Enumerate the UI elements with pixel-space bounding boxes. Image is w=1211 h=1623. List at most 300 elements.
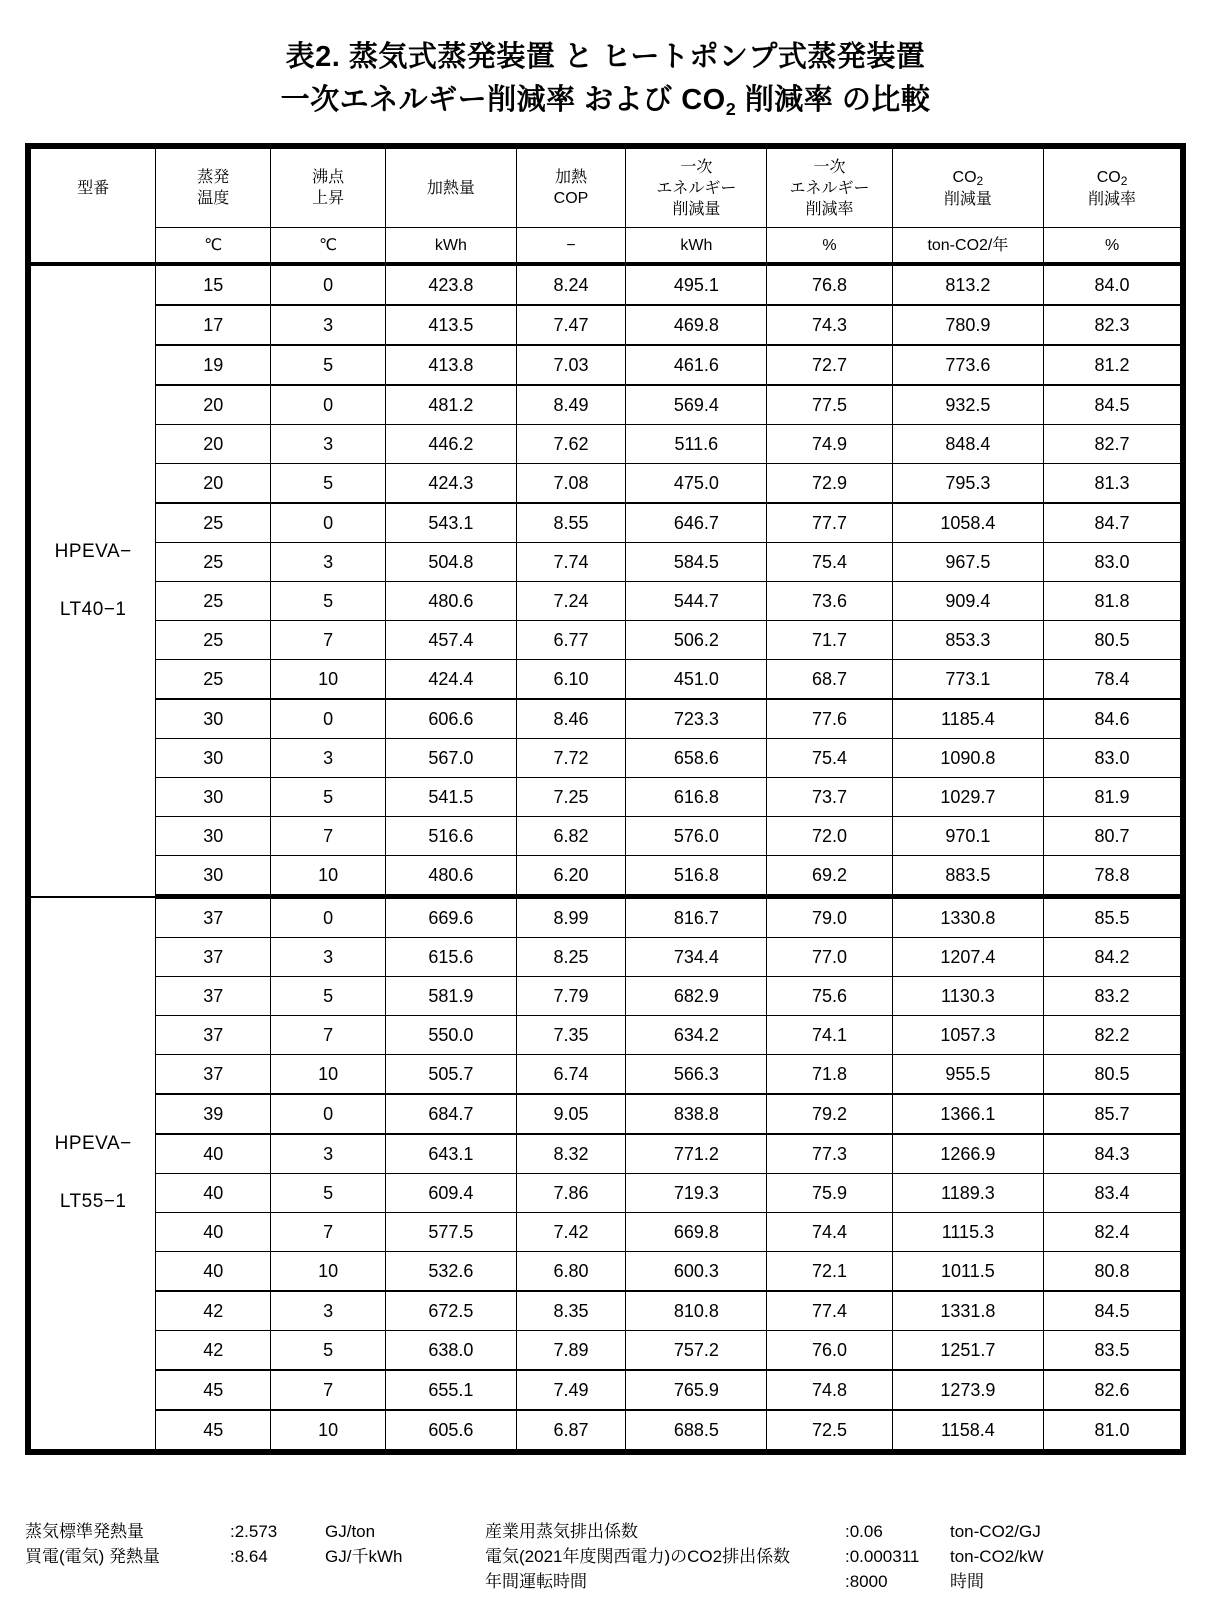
table-row [31,425,1181,464]
cell-evap-temp: 30 [156,739,271,778]
cell-heat-amount: 672.5 [386,1291,517,1331]
column-header-model [31,149,156,228]
table-row [31,1252,1181,1292]
cell-bpr: 5 [271,977,386,1016]
cell-co2-reduction-rate: 83.0 [1044,543,1181,582]
cell-pe-reduction-rate: 77.3 [767,1134,892,1174]
column-header-pe-reduction-rate-l3: 削減率 [805,200,854,218]
table-row [31,739,1181,778]
column-header-pe-reduction-amount-l2: エネルギー [656,179,737,197]
cell-co2-reduction-rate: 80.5 [1044,1055,1181,1095]
cell-heating-cop: 6.77 [516,621,626,660]
cell-pe-reduction-rate: 79.2 [767,1094,892,1134]
cell-co2-reduction-amount: 883.5 [892,856,1043,897]
cell-pe-reduction-amount: 461.6 [626,345,767,385]
cell-co2-reduction-rate: 83.2 [1044,977,1181,1016]
cell-pe-reduction-amount: 469.8 [626,305,767,345]
cell-heat-amount: 543.1 [386,503,517,543]
cell-bpr: 0 [271,385,386,425]
cell-pe-reduction-rate: 76.0 [767,1331,892,1371]
cell-heat-amount: 504.8 [386,543,517,582]
cell-model-name [31,264,156,897]
cell-pe-reduction-amount: 682.9 [626,977,767,1016]
cell-heating-cop: 7.42 [516,1213,626,1252]
cell-evap-temp: 20 [156,425,271,464]
table-row [31,1331,1181,1371]
cell-co2-reduction-amount: 1251.7 [892,1331,1043,1371]
cell-evap-temp: 30 [156,778,271,817]
table-row [31,543,1181,582]
cell-heating-cop: 7.49 [516,1370,626,1410]
cell-bpr: 10 [271,1410,386,1450]
footnote-unit: GJ/千kWh [325,1547,403,1566]
column-header-co2-reduction-amount-l1 [893,167,1043,189]
cell-pe-reduction-rate: 72.1 [767,1252,892,1292]
cell-co2-reduction-rate: 83.4 [1044,1174,1181,1213]
cell-evap-temp: 19 [156,345,271,385]
table-row [31,1055,1181,1095]
cell-co2-reduction-amount: 967.5 [892,543,1043,582]
cell-evap-temp: 25 [156,503,271,543]
table-row [31,1410,1181,1450]
cell-pe-reduction-rate: 77.6 [767,699,892,739]
table-row [31,345,1181,385]
column-unit-co2-reduction-rate: % [1044,228,1181,265]
cell-bpr: 5 [271,1331,386,1371]
cell-heat-amount: 605.6 [386,1410,517,1450]
cell-bpr: 0 [271,699,386,739]
cell-evap-temp: 39 [156,1094,271,1134]
cell-bpr: 10 [271,856,386,897]
table-row [31,621,1181,660]
cell-pe-reduction-rate: 73.7 [767,778,892,817]
footnote-label: 産業用蒸気排出係数 [485,1522,638,1541]
cell-co2-reduction-rate: 81.0 [1044,1410,1181,1450]
cell-evap-temp: 20 [156,464,271,504]
footnote-unit: 時間 [950,1572,984,1591]
cell-pe-reduction-rate: 71.7 [767,621,892,660]
cell-co2-reduction-amount: 853.3 [892,621,1043,660]
cell-co2-reduction-amount: 1011.5 [892,1252,1043,1292]
table-row [31,385,1181,425]
footnotes [25,1519,1185,1594]
cell-co2-reduction-amount: 970.1 [892,817,1043,856]
footnote-label: 買電(電気) 発熱量 [25,1547,161,1566]
cell-bpr: 5 [271,345,386,385]
cell-bpr: 7 [271,817,386,856]
cell-co2-reduction-rate: 85.7 [1044,1094,1181,1134]
table-row [31,1291,1181,1331]
table-row [31,1370,1181,1410]
model-name-line-2: LT40−1 [59,598,127,620]
cell-heating-cop: 7.79 [516,977,626,1016]
cell-pe-reduction-amount: 688.5 [626,1410,767,1450]
cell-pe-reduction-rate: 72.5 [767,1410,892,1450]
cell-co2-reduction-amount: 1185.4 [892,699,1043,739]
cell-heat-amount: 413.5 [386,305,517,345]
cell-bpr: 0 [271,1094,386,1134]
cell-evap-temp: 45 [156,1370,271,1410]
cell-pe-reduction-amount: 475.0 [626,464,767,504]
cell-heat-amount: 581.9 [386,977,517,1016]
cell-heat-amount: 550.0 [386,1016,517,1055]
cell-heating-cop: 7.86 [516,1174,626,1213]
cell-pe-reduction-amount: 810.8 [626,1291,767,1331]
cell-pe-reduction-amount: 566.3 [626,1055,767,1095]
cell-heat-amount: 480.6 [386,582,517,621]
cell-co2-reduction-rate: 81.8 [1044,582,1181,621]
cell-heat-amount: 643.1 [386,1134,517,1174]
cell-evap-temp: 40 [156,1134,271,1174]
cell-co2-reduction-amount: 1207.4 [892,938,1043,977]
column-header-evap-temp [156,149,271,228]
cell-heat-amount: 567.0 [386,739,517,778]
cell-evap-temp: 30 [156,856,271,897]
cell-pe-reduction-amount: 544.7 [626,582,767,621]
column-header-co2-reduction-rate-l2: 削減率 [1088,190,1137,208]
cell-co2-reduction-rate: 81.9 [1044,778,1181,817]
cell-pe-reduction-rate: 72.0 [767,817,892,856]
cell-co2-reduction-amount: 773.6 [892,345,1043,385]
cell-heat-amount: 480.6 [386,856,517,897]
cell-bpr: 3 [271,1291,386,1331]
column-header-evap-temp-l2: 温度 [197,190,230,207]
cell-evap-temp: 20 [156,385,271,425]
cell-pe-reduction-amount: 495.1 [626,264,767,305]
cell-evap-temp: 17 [156,305,271,345]
cell-heat-amount: 532.6 [386,1252,517,1292]
cell-co2-reduction-amount: 1130.3 [892,977,1043,1016]
header-row-units [31,228,1181,265]
cell-heat-amount: 481.2 [386,385,517,425]
cell-co2-reduction-rate: 84.2 [1044,938,1181,977]
cell-evap-temp: 40 [156,1252,271,1292]
cell-heating-cop: 6.74 [516,1055,626,1095]
footnote-label: 電気(2021年度関西電力)のCO2排出係数 [485,1547,791,1566]
cell-pe-reduction-amount: 511.6 [626,425,767,464]
cell-pe-reduction-amount: 616.8 [626,778,767,817]
column-unit-model [31,228,156,265]
cell-pe-reduction-amount: 600.3 [626,1252,767,1292]
cell-co2-reduction-amount: 1331.8 [892,1291,1043,1331]
cell-evap-temp: 37 [156,1016,271,1055]
cell-pe-reduction-amount: 516.8 [626,856,767,897]
title-line-2 [0,79,1211,125]
co2-subscript: 2 [976,173,984,188]
cell-co2-reduction-amount: 1029.7 [892,778,1043,817]
header-row-names [31,149,1181,228]
model-name-line-2: LT55−1 [59,1191,127,1213]
cell-evap-temp: 42 [156,1331,271,1371]
cell-evap-temp: 25 [156,543,271,582]
cell-heating-cop: 7.47 [516,305,626,345]
cell-pe-reduction-rate: 68.7 [767,660,892,700]
cell-co2-reduction-amount: 932.5 [892,385,1043,425]
footnote-row [485,1569,1185,1594]
footnotes-left-column [25,1519,485,1594]
cell-heat-amount: 516.6 [386,817,517,856]
cell-co2-reduction-amount: 1273.9 [892,1370,1043,1410]
model-name-line-1: HPEVA− [54,540,132,562]
cell-heating-cop: 6.20 [516,856,626,897]
table-row [31,938,1181,977]
cell-pe-reduction-rate: 75.6 [767,977,892,1016]
cell-bpr: 3 [271,938,386,977]
cell-co2-reduction-amount: 1330.8 [892,897,1043,938]
footnote-row [25,1519,485,1544]
cell-heat-amount: 424.3 [386,464,517,504]
cell-evap-temp: 40 [156,1213,271,1252]
footnote-unit: ton-CO2/GJ [950,1522,1041,1541]
column-header-co2-reduction-rate-l1 [1044,167,1180,189]
cell-heat-amount: 638.0 [386,1331,517,1371]
cell-pe-reduction-rate: 79.0 [767,897,892,938]
cell-co2-reduction-rate: 81.3 [1044,464,1181,504]
table-row [31,778,1181,817]
cell-pe-reduction-amount: 757.2 [626,1331,767,1371]
cell-pe-reduction-amount: 634.2 [626,1016,767,1055]
footnote-row [485,1544,1185,1569]
cell-co2-reduction-amount: 1058.4 [892,503,1043,543]
cell-pe-reduction-rate: 74.1 [767,1016,892,1055]
cell-pe-reduction-amount: 669.8 [626,1213,767,1252]
table-row [31,1134,1181,1174]
column-header-pe-reduction-amount-l3: 削減量 [672,200,721,218]
cell-co2-reduction-amount: 955.5 [892,1055,1043,1095]
comparison-table [30,148,1181,1450]
cell-evap-temp: 30 [156,817,271,856]
cell-heating-cop: 7.72 [516,739,626,778]
cell-pe-reduction-amount: 451.0 [626,660,767,700]
cell-heat-amount: 446.2 [386,425,517,464]
footnote-row [485,1519,1185,1544]
cell-heat-amount: 684.7 [386,1094,517,1134]
footnote-row [25,1544,485,1569]
cell-heating-cop: 7.89 [516,1331,626,1371]
column-header-evap-temp-l1: 蒸発 [197,169,230,186]
cell-co2-reduction-rate: 82.7 [1044,425,1181,464]
footnotes-right-column [485,1519,1185,1594]
cell-heating-cop: 6.87 [516,1410,626,1450]
cell-bpr: 10 [271,660,386,700]
cell-heating-cop: 6.10 [516,660,626,700]
column-header-heat-amount-l1: 加熱量 [426,179,475,197]
cell-bpr: 7 [271,621,386,660]
cell-pe-reduction-amount: 658.6 [626,739,767,778]
cell-co2-reduction-amount: 1266.9 [892,1134,1043,1174]
footnote-value: :8000 [845,1572,888,1591]
cell-heating-cop: 8.24 [516,264,626,305]
cell-heating-cop: 7.08 [516,464,626,504]
cell-pe-reduction-amount: 734.4 [626,938,767,977]
cell-evap-temp: 42 [156,1291,271,1331]
cell-heating-cop: 8.46 [516,699,626,739]
column-unit-heat-amount: kWh [386,228,517,265]
cell-co2-reduction-amount: 909.4 [892,582,1043,621]
cell-bpr: 3 [271,1134,386,1174]
cell-heating-cop: 6.82 [516,817,626,856]
cell-co2-reduction-rate: 84.7 [1044,503,1181,543]
column-header-pe-reduction-amount [626,149,767,228]
cell-bpr: 7 [271,1370,386,1410]
cell-co2-reduction-amount: 773.1 [892,660,1043,700]
footnote-value: :8.64 [230,1547,268,1566]
table-row [31,817,1181,856]
column-header-heat-amount [386,149,517,228]
cell-co2-reduction-rate: 80.8 [1044,1252,1181,1292]
table-row [31,1016,1181,1055]
footnote-label: 年間運転時間 [485,1572,587,1591]
cell-co2-reduction-rate: 84.0 [1044,264,1181,305]
cell-bpr: 10 [271,1252,386,1292]
cell-pe-reduction-rate: 72.9 [767,464,892,504]
cell-pe-reduction-rate: 77.7 [767,503,892,543]
cell-co2-reduction-rate: 80.7 [1044,817,1181,856]
cell-pe-reduction-amount: 569.4 [626,385,767,425]
table-row [31,699,1181,739]
comparison-table-wrapper [25,143,1186,1455]
table-row [31,305,1181,345]
cell-heat-amount: 423.8 [386,264,517,305]
cell-bpr: 3 [271,543,386,582]
title-line-2-after: 削減率 の比較 [736,84,931,116]
table-row [31,1094,1181,1134]
cell-bpr: 7 [271,1016,386,1055]
cell-co2-reduction-rate: 81.2 [1044,345,1181,385]
cell-heat-amount: 669.6 [386,897,517,938]
column-unit-bpr: ℃ [271,228,386,265]
column-header-co2-reduction-amount [892,149,1043,228]
cell-pe-reduction-rate: 75.4 [767,543,892,582]
cell-heating-cop: 8.32 [516,1134,626,1174]
cell-pe-reduction-rate: 73.6 [767,582,892,621]
cell-pe-reduction-amount: 576.0 [626,817,767,856]
table-row [31,264,1181,305]
column-unit-pe-reduction-rate: % [767,228,892,265]
cell-evap-temp: 30 [156,699,271,739]
cell-evap-temp: 45 [156,1410,271,1450]
cell-bpr: 10 [271,1055,386,1095]
cell-co2-reduction-rate: 85.5 [1044,897,1181,938]
cell-bpr: 0 [271,503,386,543]
column-header-co2-reduction-amount-l2: 削減量 [943,190,992,208]
cell-co2-reduction-amount: 1189.3 [892,1174,1043,1213]
cell-heat-amount: 541.5 [386,778,517,817]
cell-pe-reduction-amount: 719.3 [626,1174,767,1213]
cell-bpr: 7 [271,1213,386,1252]
cell-evap-temp: 37 [156,1055,271,1095]
cell-heating-cop: 8.99 [516,897,626,938]
cell-pe-reduction-rate: 74.3 [767,305,892,345]
footnote-label: 蒸気標準発熱量 [25,1522,144,1541]
cell-heating-cop: 7.62 [516,425,626,464]
cell-co2-reduction-amount: 813.2 [892,264,1043,305]
table-row [31,660,1181,700]
cell-heat-amount: 655.1 [386,1370,517,1410]
footnote-value: :2.573 [230,1522,278,1541]
cell-pe-reduction-amount: 765.9 [626,1370,767,1410]
column-header-pe-reduction-amount-l1: 一次 [680,158,713,176]
cell-evap-temp: 37 [156,897,271,938]
column-header-co2-reduction-rate [1044,149,1181,228]
cell-co2-reduction-rate: 83.0 [1044,739,1181,778]
cell-heat-amount: 609.4 [386,1174,517,1213]
cell-evap-temp: 25 [156,582,271,621]
cell-co2-reduction-rate: 82.2 [1044,1016,1181,1055]
table-row [31,503,1181,543]
co2-text: CO [1096,168,1121,186]
column-header-bpr-l1: 沸点 [312,169,345,186]
cell-pe-reduction-rate: 75.4 [767,739,892,778]
cell-pe-reduction-amount: 584.5 [626,543,767,582]
cell-co2-reduction-amount: 780.9 [892,305,1043,345]
table-header [31,149,1181,265]
cell-co2-reduction-amount: 1057.3 [892,1016,1043,1055]
co2-subscript: 2 [1120,173,1128,188]
table-row [31,977,1181,1016]
cell-heating-cop: 7.24 [516,582,626,621]
cell-pe-reduction-rate: 69.2 [767,856,892,897]
cell-heating-cop: 8.35 [516,1291,626,1331]
cell-pe-reduction-amount: 838.8 [626,1094,767,1134]
column-unit-co2-reduction-amount: ton-CO2/年 [892,228,1043,265]
title-co2-subscript: 2 [725,99,737,119]
cell-co2-reduction-rate: 80.5 [1044,621,1181,660]
cell-heating-cop: 8.25 [516,938,626,977]
cell-pe-reduction-rate: 77.4 [767,1291,892,1331]
table-row [31,464,1181,504]
cell-co2-reduction-amount: 848.4 [892,425,1043,464]
table-row [31,856,1181,897]
cell-bpr: 5 [271,1174,386,1213]
cell-co2-reduction-rate: 78.8 [1044,856,1181,897]
cell-heating-cop: 8.55 [516,503,626,543]
column-header-pe-reduction-rate-l1: 一次 [813,158,846,176]
cell-heating-cop: 6.80 [516,1252,626,1292]
cell-pe-reduction-rate: 77.5 [767,385,892,425]
cell-pe-reduction-amount: 646.7 [626,503,767,543]
cell-bpr: 3 [271,739,386,778]
cell-heat-amount: 615.6 [386,938,517,977]
cell-pe-reduction-rate: 76.8 [767,264,892,305]
column-header-bpr-l2: 上昇 [312,190,345,207]
cell-pe-reduction-rate: 74.8 [767,1370,892,1410]
cell-evap-temp: 37 [156,977,271,1016]
footnote-value: :0.06 [845,1522,883,1541]
cell-heating-cop: 7.25 [516,778,626,817]
cell-pe-reduction-amount: 771.2 [626,1134,767,1174]
cell-co2-reduction-rate: 78.4 [1044,660,1181,700]
cell-pe-reduction-amount: 816.7 [626,897,767,938]
table-row [31,897,1181,938]
column-header-bpr [271,149,386,228]
cell-heat-amount: 505.7 [386,1055,517,1095]
column-header-pe-reduction-rate-l2: エネルギー [789,179,870,197]
title-line-2-before: 一次エネルギー削減率 および CO [280,84,726,116]
cell-heating-cop: 9.05 [516,1094,626,1134]
column-header-heating-cop [516,149,626,228]
cell-evap-temp: 15 [156,264,271,305]
cell-heat-amount: 413.8 [386,345,517,385]
cell-evap-temp: 40 [156,1174,271,1213]
cell-pe-reduction-rate: 74.4 [767,1213,892,1252]
table-body [31,264,1181,1450]
cell-co2-reduction-rate: 84.5 [1044,1291,1181,1331]
cell-co2-reduction-rate: 84.5 [1044,385,1181,425]
footnote-unit: ton-CO2/kW [950,1547,1044,1566]
cell-pe-reduction-rate: 72.7 [767,345,892,385]
cell-heating-cop: 7.74 [516,543,626,582]
